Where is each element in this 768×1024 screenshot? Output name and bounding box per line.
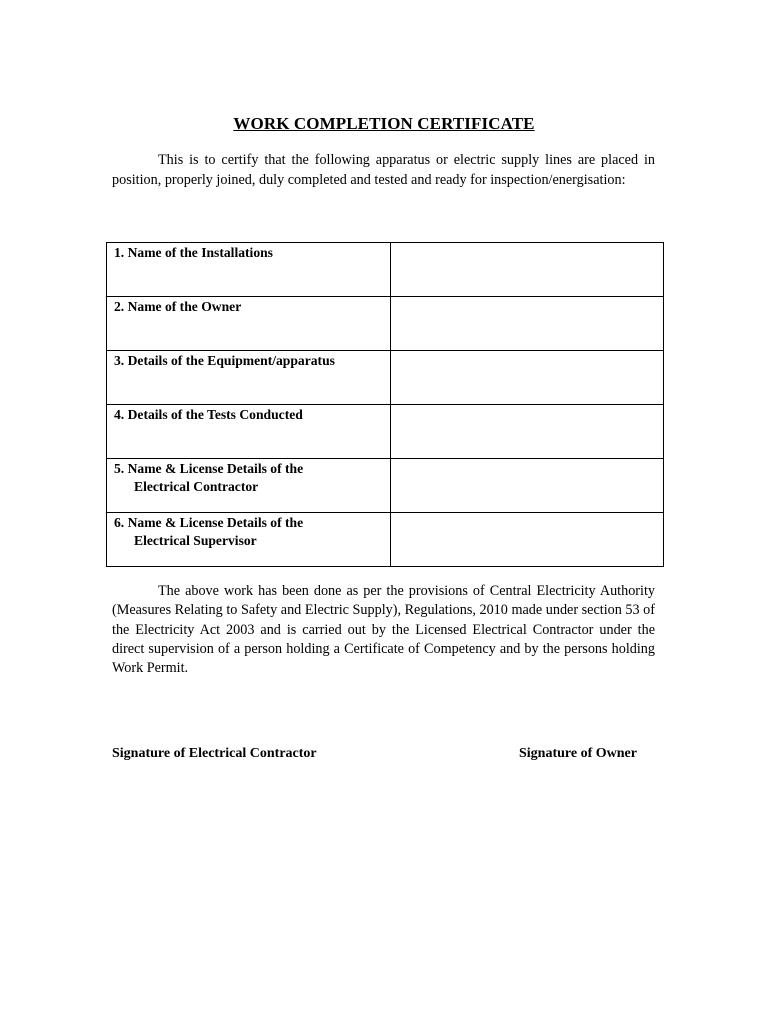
- row-value-installations: [391, 243, 664, 297]
- row-label-text: 6. Name & License Details of the: [114, 515, 304, 530]
- table-row: [107, 297, 664, 351]
- row-label-continuation: Electrical Supervisor: [134, 533, 257, 548]
- row-value-supervisor: [391, 513, 664, 567]
- table-row: [107, 513, 664, 567]
- row-label-equipment: [107, 351, 391, 405]
- document-title: WORK COMPLETION CERTIFICATE: [233, 114, 535, 133]
- table-row: [107, 405, 664, 459]
- details-table: [106, 242, 664, 567]
- row-label-text: 4. Details of the Tests Conducted: [114, 407, 303, 422]
- row-label-contractor: [107, 459, 391, 513]
- row-value-tests: [391, 405, 664, 459]
- signature-owner-label: Signature of Owner: [519, 746, 637, 761]
- row-label-text: 3. Details of the Equipment/apparatus: [114, 353, 335, 368]
- row-label-owner: [107, 297, 391, 351]
- row-value-equipment: [391, 351, 664, 405]
- row-label-continuation: Electrical Contractor: [134, 479, 259, 494]
- row-label-text: 2. Name of the Owner: [114, 299, 242, 314]
- row-value-owner: [391, 297, 664, 351]
- row-label-tests: [107, 405, 391, 459]
- row-label-supervisor: [107, 513, 391, 567]
- closing-paragraph: The above work has been done as per the provisions of Central Electricity Authority (Measures Relating to Safety and Electric Supply), Regulations, 2010 made under section 53 of the Electricity Act 2003 and is carried out by the Licensed Electrical Contractor under the direct supervision of a person holding a Certificate of Competency and by the persons holding Work Permit.: [112, 583, 655, 677]
- row-value-contractor: [391, 459, 664, 513]
- row-label-text: 5. Name & License Details of the: [114, 461, 304, 476]
- table-row: [107, 243, 664, 297]
- intro-paragraph: This is to certify that the following apparatus or electric supply lines are placed in position, properly joined, duly completed and tested and ready for inspection/energisation:: [112, 152, 655, 188]
- row-label-text: 1. Name of the Installations: [114, 245, 273, 260]
- row-label-installations: [107, 243, 391, 297]
- table-row: [107, 351, 664, 405]
- signature-contractor-label: Signature of Electrical Contractor: [112, 746, 317, 761]
- table-row: [107, 459, 664, 513]
